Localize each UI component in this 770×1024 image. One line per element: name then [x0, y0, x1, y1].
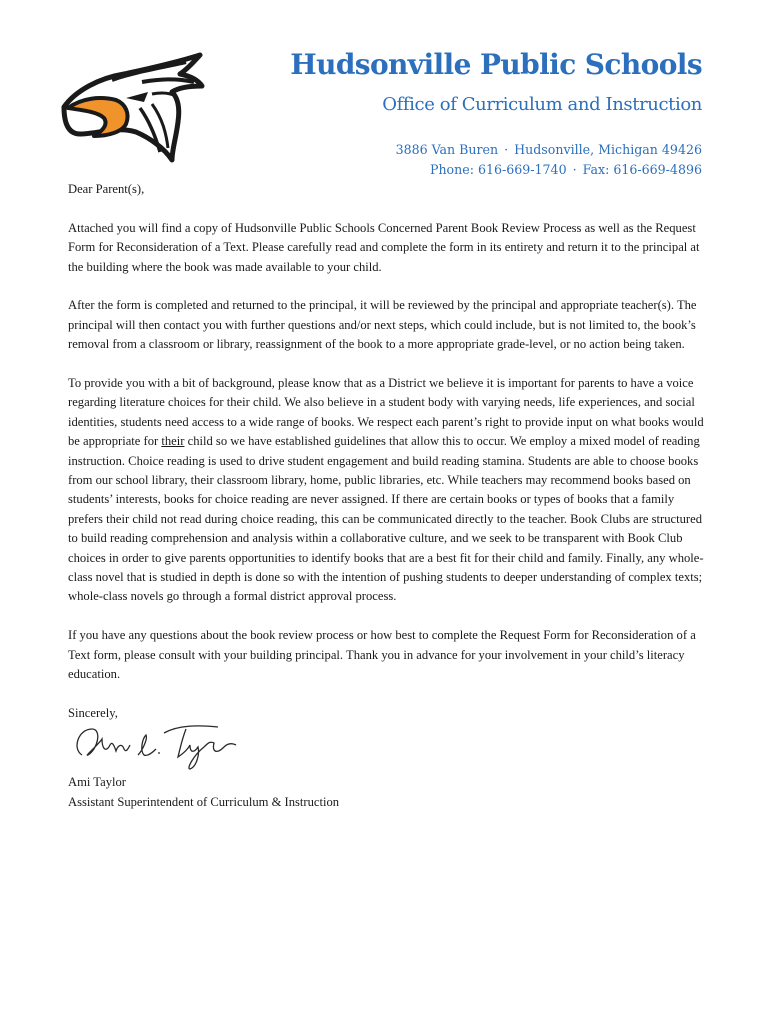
separator-dot: · — [572, 162, 577, 177]
handwritten-signature — [68, 715, 243, 773]
paragraph-3 — [68, 374, 708, 607]
paragraph-1: Attached you will find a copy of Hudsonville Public Schools Concerned Parent Book Review Process as well as the Request Form for Reconsideration of a Text. Please carefully read and complete the form in its entirety and return it to the principal at the building where the book was made available to your child. — [68, 220, 700, 274]
letter-body — [68, 180, 708, 812]
emphasized-word: their — [161, 434, 185, 449]
paragraph-2: After the form is completed and returned to the principal, it will be reviewed by the principal and appropriate teacher(s). The principal will then contact you with further questions and/or next steps, which could include, but is not limited to, the book’s removal from a classroom or library, reassignment of the book to a more appropriate grade-level, or no action being taken. — [68, 298, 697, 352]
signer-title: Assistant Superintendent of Curriculum & Instruction — [68, 794, 340, 809]
salutation: Dear Parent(s), — [68, 182, 145, 196]
eagle-head-logo-icon — [60, 52, 210, 164]
signer-name: Ami Taylor — [68, 775, 126, 790]
signature-stroke-l — [138, 735, 160, 755]
fax-number: Fax: 616-669-4896 — [582, 162, 702, 177]
paragraph-3-part-1: To provide you with a bit of background, please know that as a District we believe it is important for parents to have a voice regarding literature choices for their child. We also believe in a student body with varying needs, life experiences, and social identities, students need access to a wide range of books. We respect each parent’s right to provide input on what books would be appropriate for — [68, 376, 704, 449]
closing: Sincerely, — [68, 705, 118, 720]
office-subtitle: Office of Curriculum and Instruction — [382, 94, 702, 115]
city-state-zip: Hudsonville, Michigan 49426 — [514, 142, 702, 157]
street-address: 3886 Van Buren — [395, 142, 499, 157]
paragraph-3-part-2: child so we have established guidelines that allow this to occur. We employ a mixed model of reading instruction. Choice reading is used to drive student engagement and build reading stamina. Students are able to choose books from our school library, their classroom library, home, public libraries, etc. While teachers may recommend books based on students’ interests, books for choice reading are never assigned. If there are certain books or types of books that a family prefers their child not read during choice reading, this can be communicated directly to the teacher. Book Clubs are structured to build reading comprehension and analysis within a collaborative culture, and we seek to be transparent with Book Club choices in order to give parents opportunities to identify books that are a best fit for their child and family. Finally, any whole-class novel that is studied in depth is done so with the intention of pushing students to deeper understanding of complex texts; whole-class novels go through a formal district approval process. — [68, 434, 704, 604]
paragraph-4: If you have any questions about the book review process or how best to complete the Request Form for Reconsideration of a Text form, please consult with your building principal. Thank you in advance for your involvement in your child’s literacy education. — [68, 628, 696, 682]
signature-stroke-a — [77, 729, 130, 755]
address-line — [396, 142, 702, 157]
org-title: Hudsonville Public Schools — [290, 48, 702, 81]
phone-number: Phone: 616-669-1740 — [429, 162, 567, 177]
separator-dot: · — [504, 142, 509, 157]
contact-line — [430, 162, 702, 177]
signature-stroke-t — [164, 726, 236, 769]
